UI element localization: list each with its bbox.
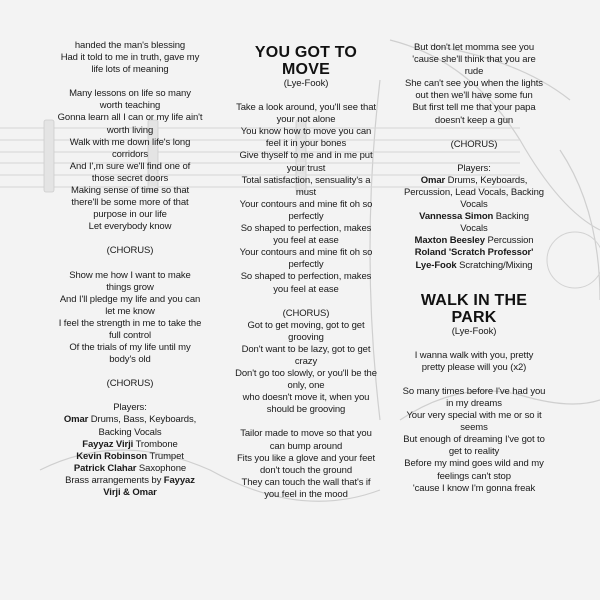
lyric-line: only, one bbox=[287, 380, 325, 392]
lyric-line: And I'll pledge my life and you can bbox=[59, 293, 201, 305]
verse-3 bbox=[44, 270, 216, 367]
lyrics-column-1 bbox=[44, 40, 216, 499]
credit-name: Fayyaz Virji bbox=[82, 438, 134, 450]
lyric-line: crazy bbox=[294, 355, 318, 367]
credit-line bbox=[44, 414, 216, 426]
credit-name: Roland 'Scratch Professor' bbox=[414, 247, 534, 259]
lyric-line: your not alone bbox=[276, 114, 336, 126]
lyrics-column-2 bbox=[218, 44, 394, 501]
chorus-marker: (CHORUS) bbox=[450, 138, 498, 150]
lyric-line: must bbox=[295, 186, 317, 198]
credit-line bbox=[44, 487, 216, 499]
lyric-line: Of the trials of my life until my bbox=[69, 342, 191, 354]
credit-role: Percussion, Lead Vocals, Backing bbox=[404, 186, 544, 198]
credit-line bbox=[390, 199, 558, 211]
credit-role: Vocals bbox=[460, 199, 488, 211]
credit-line bbox=[390, 260, 558, 272]
song-author: (Lye-Fook) bbox=[283, 78, 329, 89]
lyrics-column-3 bbox=[390, 42, 558, 495]
lyric-line: don't touch the ground bbox=[259, 464, 353, 476]
lyric-line: But don't let momma see you bbox=[413, 42, 535, 53]
players-label: Players: bbox=[457, 162, 491, 174]
song-author: (Lye-Fook) bbox=[451, 325, 497, 337]
lyric-line: Gonna learn all I can or my life ain't bbox=[57, 112, 203, 124]
lyric-line: can bump around bbox=[269, 440, 343, 452]
verse-3 bbox=[218, 428, 394, 501]
lyric-line: Your contours and mine fit oh so bbox=[239, 198, 373, 210]
song-title-line-1: WALK IN THE bbox=[420, 291, 528, 309]
lyric-line: Walk with me down life's long bbox=[69, 136, 191, 148]
lyric-line: perfectly bbox=[288, 210, 324, 222]
lyric-line: you feel at ease bbox=[273, 283, 339, 295]
lyric-line: out then we'll have some fun bbox=[415, 90, 533, 102]
lyric-line: Tailor made to move so that you bbox=[240, 428, 372, 440]
chorus-marker: (CHORUS) bbox=[106, 245, 154, 257]
lyric-line: feel it in your bones bbox=[265, 138, 347, 150]
lyric-line: Take a look around, you'll see that bbox=[236, 102, 376, 114]
lyric-line: let me know bbox=[105, 305, 155, 317]
verse-3 bbox=[390, 386, 558, 495]
verse-2 bbox=[44, 88, 216, 233]
lyric-line: Had it told to me in truth, gave my bbox=[60, 52, 200, 64]
chorus-marker: (CHORUS) bbox=[282, 307, 330, 319]
verse-2 bbox=[390, 350, 558, 374]
lyric-line: corridors bbox=[111, 148, 149, 160]
credit-line bbox=[390, 211, 558, 223]
credit-name: Lye-Fook bbox=[415, 259, 457, 271]
lyric-line: handed the man's blessing bbox=[74, 40, 186, 51]
players-credits bbox=[390, 163, 558, 272]
lyric-line: there'll be some more of that bbox=[71, 197, 189, 209]
credit-line bbox=[390, 223, 558, 235]
lyric-line: Before my mind goes wild and my bbox=[404, 458, 544, 470]
credit-line bbox=[44, 427, 216, 439]
credit-line bbox=[44, 463, 216, 475]
credit-role: Backing bbox=[493, 211, 529, 223]
lyric-line: And I',m sure we'll find one of bbox=[69, 160, 191, 172]
verse-1 bbox=[218, 102, 394, 296]
credit-role: Vocals bbox=[460, 223, 488, 235]
chorus-marker: (CHORUS) bbox=[106, 378, 154, 390]
credit-role: Backing Vocals bbox=[98, 426, 162, 438]
lyric-line: Your very special with me or so it bbox=[406, 410, 542, 422]
lyric-line: I wanna walk with you, pretty bbox=[414, 349, 534, 361]
lyric-line: feelings can't stop bbox=[437, 470, 511, 482]
lyric-line: Don't go too slowly, or you'll be the bbox=[235, 368, 377, 380]
credit-line bbox=[390, 247, 558, 259]
credit-role: Trumpet bbox=[147, 450, 184, 462]
lyric-line: Show me how I want to make bbox=[69, 269, 191, 281]
credit-role: Percussion bbox=[484, 235, 534, 247]
lyric-line: in my dreams bbox=[446, 397, 502, 409]
lyric-line: Your contours and mine fit oh so bbox=[239, 247, 373, 259]
lyric-line: who doesn't move it, when you bbox=[242, 392, 370, 404]
credit-name: Omar bbox=[63, 414, 89, 426]
lyric-line: life lots of meaning bbox=[91, 64, 169, 76]
lyric-line: But first tell me that your papa bbox=[412, 102, 536, 114]
lyric-line: So shaped to perfection, makes bbox=[240, 223, 372, 235]
credit-name: Maxton Beesley bbox=[414, 235, 485, 247]
song-title-line-1: YOU GOT TO bbox=[254, 44, 358, 61]
credit-line bbox=[390, 187, 558, 199]
lyric-line: you feel at ease bbox=[273, 235, 339, 247]
lyric-line: Fits you like a glove and your feet bbox=[236, 452, 376, 464]
credit-role: Brass arrangements by bbox=[65, 474, 164, 486]
verse-1 bbox=[390, 42, 558, 127]
credit-name: Patrick Clahar bbox=[73, 462, 137, 474]
lyric-line: 'cause I know I'm gonna freak bbox=[412, 482, 536, 494]
lyric-line: get to reality bbox=[448, 446, 500, 458]
credit-name: Virji & Omar bbox=[103, 487, 157, 498]
lyric-line: Many lessons on life so many bbox=[69, 88, 191, 100]
credit-role: Trombone bbox=[133, 438, 178, 450]
lyric-line: your trust bbox=[286, 162, 326, 174]
lyric-line: Total satisfaction, sensuality's a bbox=[241, 174, 371, 186]
lyric-line: You know how to move you can bbox=[240, 126, 372, 138]
lyric-line: I feel the strength in me to take the bbox=[58, 317, 202, 329]
lyric-line: pretty please will you (x2) bbox=[421, 361, 527, 373]
players-credits bbox=[44, 402, 216, 499]
lyric-line: So shaped to perfection, makes bbox=[240, 271, 372, 283]
lyric-line: perfectly bbox=[288, 259, 324, 271]
lyric-line: worth living bbox=[106, 124, 154, 136]
lyric-line: full control bbox=[108, 329, 152, 341]
credit-name: Vannessa Simon bbox=[419, 211, 494, 223]
lyric-line: Give thyself to me and in me put bbox=[239, 150, 373, 162]
lyric-line: So many times before I've had you bbox=[402, 385, 546, 397]
credit-name: Fayyaz bbox=[163, 474, 195, 486]
lyric-line: She can't see you when the lights bbox=[405, 78, 543, 90]
credit-role: Scratching/Mixing bbox=[456, 259, 533, 271]
lyric-line: Making sense of time so that bbox=[70, 185, 190, 197]
lyric-line: They can touch the wall that's if bbox=[241, 476, 371, 488]
lyric-line: grooving bbox=[288, 331, 324, 343]
credit-line bbox=[390, 235, 558, 247]
credit-role: Drums, Bass, Keyboards, bbox=[88, 414, 197, 426]
credit-role: Saxophone bbox=[136, 462, 187, 474]
lyric-line: doesn't keep a gun bbox=[434, 114, 514, 126]
lyric-line: those secret doors bbox=[91, 172, 169, 184]
lyric-line: purpose in our life bbox=[93, 209, 167, 221]
players-label: Players: bbox=[113, 402, 147, 414]
credit-name: Omar bbox=[420, 174, 446, 186]
lyric-line: rude bbox=[464, 66, 484, 78]
credit-role: Drums, Keyboards, bbox=[445, 174, 528, 186]
song-title-line-2: PARK bbox=[451, 308, 497, 326]
song-title-line-2: MOVE bbox=[282, 61, 330, 78]
lyric-line: worth teaching bbox=[99, 100, 161, 112]
lyric-line: things grow bbox=[106, 281, 154, 293]
lyric-line: Don't want to be lazy, got to get bbox=[241, 343, 371, 355]
credit-line bbox=[390, 175, 558, 187]
credit-name: Kevin Robinson bbox=[76, 450, 148, 462]
verse-1 bbox=[44, 40, 216, 76]
lyric-line: Let everybody know bbox=[88, 221, 172, 233]
lyric-line: body's old bbox=[109, 354, 151, 366]
credit-line bbox=[44, 475, 216, 487]
credit-line bbox=[44, 451, 216, 463]
verse-2 bbox=[218, 320, 394, 417]
lyric-line: you feel in the mood bbox=[264, 488, 348, 500]
lyric-line: 'cause she'll think that you are bbox=[412, 54, 536, 66]
lyric-line: should be grooving bbox=[266, 404, 346, 416]
credit-line bbox=[44, 439, 216, 451]
lyric-line: seems bbox=[460, 422, 488, 434]
lyric-line: Got to get moving, got to get bbox=[247, 319, 365, 331]
lyric-line: But enough of dreaming I've got to bbox=[403, 434, 545, 446]
